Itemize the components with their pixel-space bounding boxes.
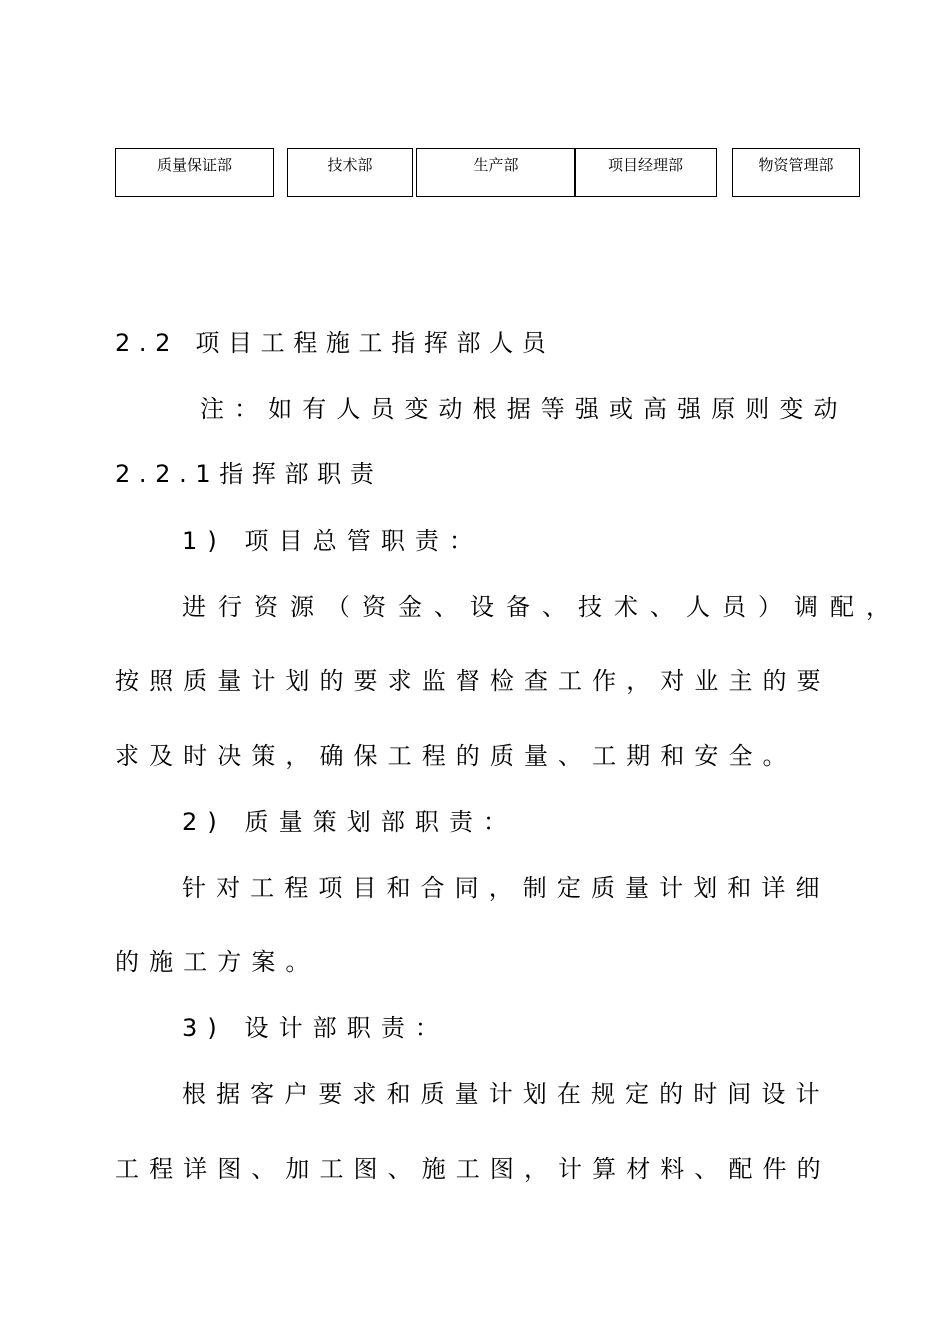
item-title-project-director: 1) 项目总管职责： (182, 527, 484, 555)
item-text-line: 根据客户要求和质量计划在规定的时间设计 (182, 1080, 830, 1108)
item-title-design-dept: 3) 设计部职责： (182, 1014, 449, 1042)
item-text-line: 的施工方案。 (115, 948, 320, 976)
item-text-line: 针对工程项目和合同，制定质量计划和详细 (182, 874, 830, 902)
item-text-line: 进行资源（资金、设备、技术、人员）调配， (182, 593, 902, 621)
org-box-project-manager: 项目经理部 (574, 148, 717, 197)
org-box-production: 生产部 (416, 148, 576, 197)
item-title-quality-planning: 2) 质量策划部职责： (182, 808, 518, 836)
section-note: 注：如有人员变动根据等强或高强原则变动 (200, 395, 848, 423)
org-box-technical: 技术部 (287, 148, 413, 197)
section-heading: 2.2 项目工程施工指挥部人员 (115, 329, 555, 357)
org-box-material-management: 物资管理部 (732, 148, 860, 197)
item-text-line: 工程详图、加工图、施工图，计算材料、配件的 (115, 1155, 831, 1183)
item-text-line: 按照质量计划的要求监督检查工作，对业主的要 (115, 667, 831, 695)
org-box-quality-assurance: 质量保证部 (115, 148, 274, 197)
section-subheading: 2.2.1指挥部职责 (115, 460, 383, 488)
item-text-line: 求及时决策，确保工程的质量、工期和安全。 (115, 742, 797, 770)
